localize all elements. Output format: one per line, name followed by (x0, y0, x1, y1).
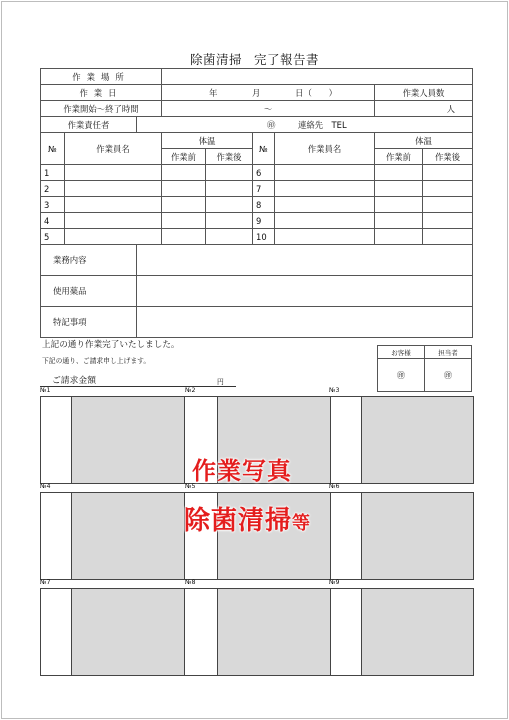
billing-note: 下記の通り、ご請求申し上げます。 (42, 357, 151, 365)
temp-after-cell[interactable] (423, 229, 473, 245)
value-manager[interactable] (137, 117, 473, 133)
worker-row (41, 165, 473, 181)
temp-after-cell[interactable] (423, 197, 473, 213)
value-work-time[interactable]: ～ (162, 101, 375, 117)
header-after: 作業後 (206, 149, 253, 165)
worker-row (41, 213, 473, 229)
photo-slot[interactable] (71, 397, 185, 483)
date-year: 年 (209, 87, 218, 98)
temp-after-cell[interactable] (206, 197, 253, 213)
worker-row (41, 229, 473, 245)
value-notes[interactable] (137, 307, 473, 338)
overlay-cleaning-main: 除菌清掃 (184, 506, 293, 536)
value-work-date[interactable] (162, 85, 375, 101)
seal-mark: ㊞ (267, 119, 276, 130)
work-form-table (40, 68, 473, 338)
photo-label: №9 (329, 579, 340, 586)
worker-name-cell[interactable] (65, 229, 162, 245)
photo-label: №2 (185, 387, 196, 394)
row-no-right: 8 (253, 197, 275, 213)
temp-before-cell[interactable] (162, 213, 206, 229)
photo-label: №3 (329, 387, 340, 394)
value-work-place[interactable] (162, 69, 473, 85)
label-work-date: 作業日 (41, 85, 162, 101)
header-before-right: 作業前 (375, 149, 423, 165)
yen-unit: 円 (217, 378, 224, 386)
photo-slot[interactable] (217, 589, 331, 675)
temp-before-cell[interactable] (162, 165, 206, 181)
worker-name-cell[interactable] (275, 213, 375, 229)
temp-before-cell[interactable] (375, 181, 423, 197)
temp-after-cell[interactable] (206, 181, 253, 197)
worker-row (41, 197, 473, 213)
header-temp-right: 体温 (375, 133, 473, 149)
people-unit: 人 (446, 103, 455, 114)
overlay-cleaning (184, 500, 311, 537)
photo-slot[interactable] (361, 493, 473, 579)
header-worker-name: 作業員名 (65, 133, 162, 165)
label-task: 業務内容 (41, 245, 137, 276)
photo-label: №7 (40, 579, 51, 586)
photo-slot[interactable] (361, 397, 473, 483)
label-chemicals: 使用薬品 (41, 276, 137, 307)
photo-row (40, 588, 474, 676)
worker-name-cell[interactable] (65, 197, 162, 213)
label-people-count: 作業人員数 (375, 85, 473, 101)
worker-name-cell[interactable] (65, 181, 162, 197)
temp-before-cell[interactable] (375, 229, 423, 245)
label-notes: 特記事項 (41, 307, 137, 338)
worker-row (41, 181, 473, 197)
date-day: 日（ ） (295, 87, 337, 98)
row-no-right: 10 (253, 229, 275, 245)
label-manager: 作業責任者 (41, 117, 137, 133)
header-no: № (41, 133, 65, 165)
temp-after-cell[interactable] (423, 181, 473, 197)
header-before: 作業前 (162, 149, 206, 165)
overlay-cleaning-suffix: 等 (292, 513, 312, 534)
staff-seal[interactable]: ㊞ (425, 359, 472, 392)
row-no-right: 7 (253, 181, 275, 197)
worker-name-cell[interactable] (275, 229, 375, 245)
photo-label: №1 (40, 387, 51, 394)
row-no: 4 (41, 213, 65, 229)
photo-label: №8 (185, 579, 196, 586)
header-after-right: 作業後 (423, 149, 473, 165)
temp-before-cell[interactable] (162, 229, 206, 245)
value-people-count[interactable] (375, 101, 473, 117)
date-month: 月 (252, 87, 261, 98)
temp-before-cell[interactable] (162, 197, 206, 213)
overlay-work-photo: 作業写真 (192, 457, 292, 485)
customer-seal[interactable]: ㊞ (378, 359, 425, 392)
completion-statement: 上記の通り作業完了いたしました。 (42, 340, 180, 350)
photo-label: №4 (40, 483, 51, 490)
header-temp: 体温 (162, 133, 253, 149)
worker-name-cell[interactable] (275, 197, 375, 213)
worker-name-cell[interactable] (275, 165, 375, 181)
value-task[interactable] (137, 245, 473, 276)
label-staff: 担当者 (425, 346, 472, 359)
row-no-right: 9 (253, 213, 275, 229)
value-chemicals[interactable] (137, 276, 473, 307)
worker-name-cell[interactable] (65, 165, 162, 181)
label-work-place: 作業場所 (41, 69, 162, 85)
row-no: 1 (41, 165, 65, 181)
worker-name-cell[interactable] (65, 213, 162, 229)
photo-label: №5 (185, 483, 196, 490)
title-main: 除菌清掃 (189, 52, 242, 67)
header-worker-name-right: 作業員名 (275, 133, 375, 165)
temp-after-cell[interactable] (206, 165, 253, 181)
temp-before-cell[interactable] (162, 181, 206, 197)
label-customer: お客様 (378, 346, 425, 359)
row-no: 2 (41, 181, 65, 197)
photo-label: №6 (329, 483, 340, 490)
approval-seal-box (377, 345, 472, 392)
row-no: 5 (41, 229, 65, 245)
photo-slot[interactable] (71, 493, 185, 579)
photo-slot[interactable] (71, 589, 185, 675)
temp-after-cell[interactable] (423, 165, 473, 181)
temp-after-cell[interactable] (423, 213, 473, 229)
temp-before-cell[interactable] (375, 213, 423, 229)
header-no-right: № (253, 133, 275, 165)
label-work-time: 作業開始～終了時間 (41, 101, 162, 117)
temp-after-cell[interactable] (206, 213, 253, 229)
document-page (1, 1, 508, 719)
temp-before-cell[interactable] (375, 197, 423, 213)
title-sub: 完了報告書 (254, 52, 320, 67)
temp-before-cell[interactable] (375, 165, 423, 181)
worker-name-cell[interactable] (275, 181, 375, 197)
row-no: 3 (41, 197, 65, 213)
temp-after-cell[interactable] (206, 229, 253, 245)
invoice-underline (40, 386, 236, 387)
invoice-label: ご請求金額 (52, 376, 96, 386)
label-contact: 連絡先 TEL (298, 119, 347, 130)
photo-slot[interactable] (361, 589, 473, 675)
row-no-right: 6 (253, 165, 275, 181)
document-title (2, 50, 507, 68)
